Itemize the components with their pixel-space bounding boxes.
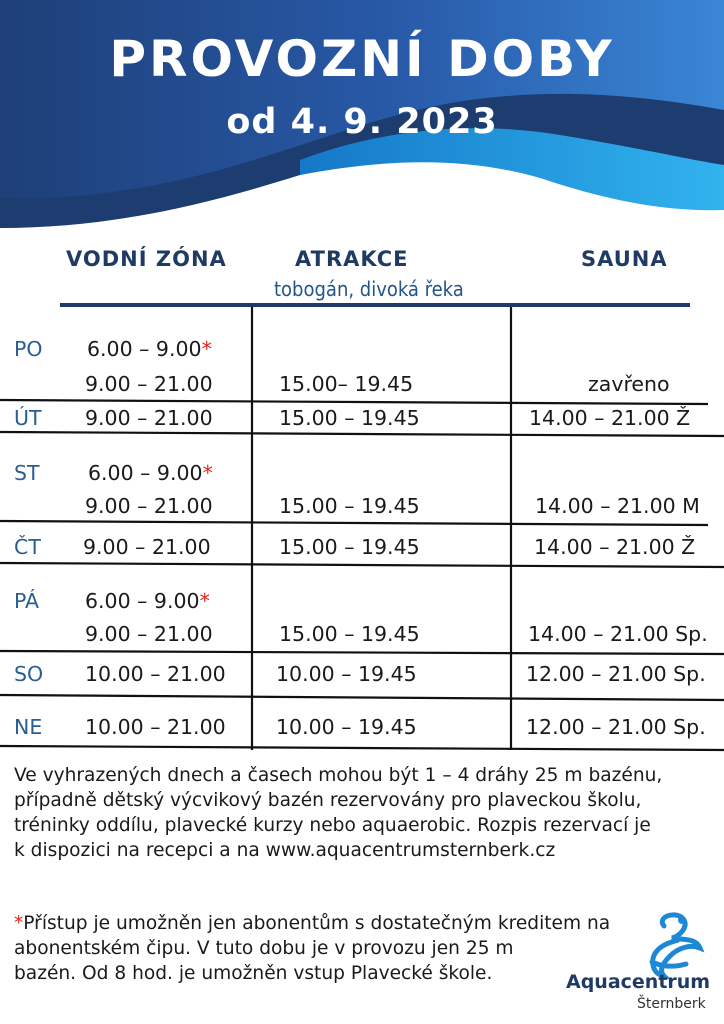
day-label-st: ST — [14, 461, 40, 485]
column-header-water-zone: VODNÍ ZÓNA — [66, 247, 227, 271]
day-label-ne: NE — [14, 715, 43, 739]
po-water-early: 6.00 – 9.00* — [87, 337, 212, 361]
ut-sauna: 14.00 – 21.00 Ž — [529, 406, 691, 430]
ct-sauna: 14.00 – 21.00 Ž — [534, 535, 696, 559]
day-label-po: PO — [14, 337, 43, 361]
note-line: případně dětský výcvikový bazén rezervovány pro plaveckou školu, — [14, 790, 642, 811]
note-line: Ve vyhrazených dnech a časech mohou být 1 – 4 dráhy 25 m bazénu, — [14, 765, 663, 786]
ne-sauna: 12.00 – 21.00 Sp. — [526, 715, 706, 739]
ne-water: 10.00 – 21.00 — [85, 715, 226, 739]
pa-water: 9.00 – 21.00 — [85, 622, 213, 646]
note-line: tréninky oddílu, plavecké kurzy nebo aquaerobic. Rozpis rezervací je — [14, 815, 651, 836]
page-subtitle: od 4. 9. 2023 — [226, 102, 498, 142]
po-attractions: 15.00– 19.45 — [279, 372, 414, 396]
page-title: PROVOZNÍ DOBY — [109, 30, 615, 88]
st-attractions: 15.00 – 19.45 — [279, 494, 420, 518]
day-label-pa: PÁ — [14, 589, 40, 613]
footnote — [14, 911, 610, 986]
so-sauna: 12.00 – 21.00 Sp. — [526, 662, 706, 686]
so-water: 10.00 – 21.00 — [85, 662, 226, 686]
logo-city: Šternberk — [637, 996, 706, 1012]
footnote-line: abonentském čipu. V tuto dobu je v provozu jen 25 m — [14, 938, 514, 959]
ct-water: 9.00 – 21.00 — [83, 535, 211, 559]
pa-attractions: 15.00 – 19.45 — [279, 622, 420, 646]
po-sauna: zavřeno — [588, 372, 670, 396]
column-header-sauna: SAUNA — [581, 247, 668, 271]
pa-water-early: 6.00 – 9.00* — [85, 589, 210, 613]
logo-name: Aquacentrum — [566, 971, 711, 993]
ut-water: 9.00 – 21.00 — [85, 406, 213, 430]
pa-sauna: 14.00 – 21.00 Sp. — [528, 622, 708, 646]
day-label-so: SO — [14, 662, 44, 686]
note-line: k dispozici na recepci a na www.aquacentrumsternberk.cz — [14, 840, 556, 861]
ut-attractions: 15.00 – 19.45 — [279, 406, 420, 430]
ne-attractions: 10.00 – 19.45 — [276, 715, 417, 739]
po-water: 9.00 – 21.00 — [85, 372, 213, 396]
st-sauna: 14.00 – 21.00 M — [535, 494, 700, 518]
ct-attractions: 15.00 – 19.45 — [279, 535, 420, 559]
st-water-early: 6.00 – 9.00* — [88, 461, 213, 485]
footnote-line: *Přístup je umožněn jen abonentům s dostatečným kreditem na — [14, 913, 611, 934]
day-label-ut: ÚT — [14, 406, 42, 430]
attractions-subtitle: tobogán, divoká řeka — [274, 277, 464, 301]
footnote-line: bazén. Od 8 hod. je umožněn vstup Plavecké škole. — [14, 963, 493, 984]
reservation-note — [14, 763, 662, 863]
st-water: 9.00 – 21.00 — [85, 494, 213, 518]
so-attractions: 10.00 – 19.45 — [276, 662, 417, 686]
column-header-attractions: ATRAKCE — [295, 247, 409, 271]
day-label-ct: ČT — [14, 535, 41, 559]
